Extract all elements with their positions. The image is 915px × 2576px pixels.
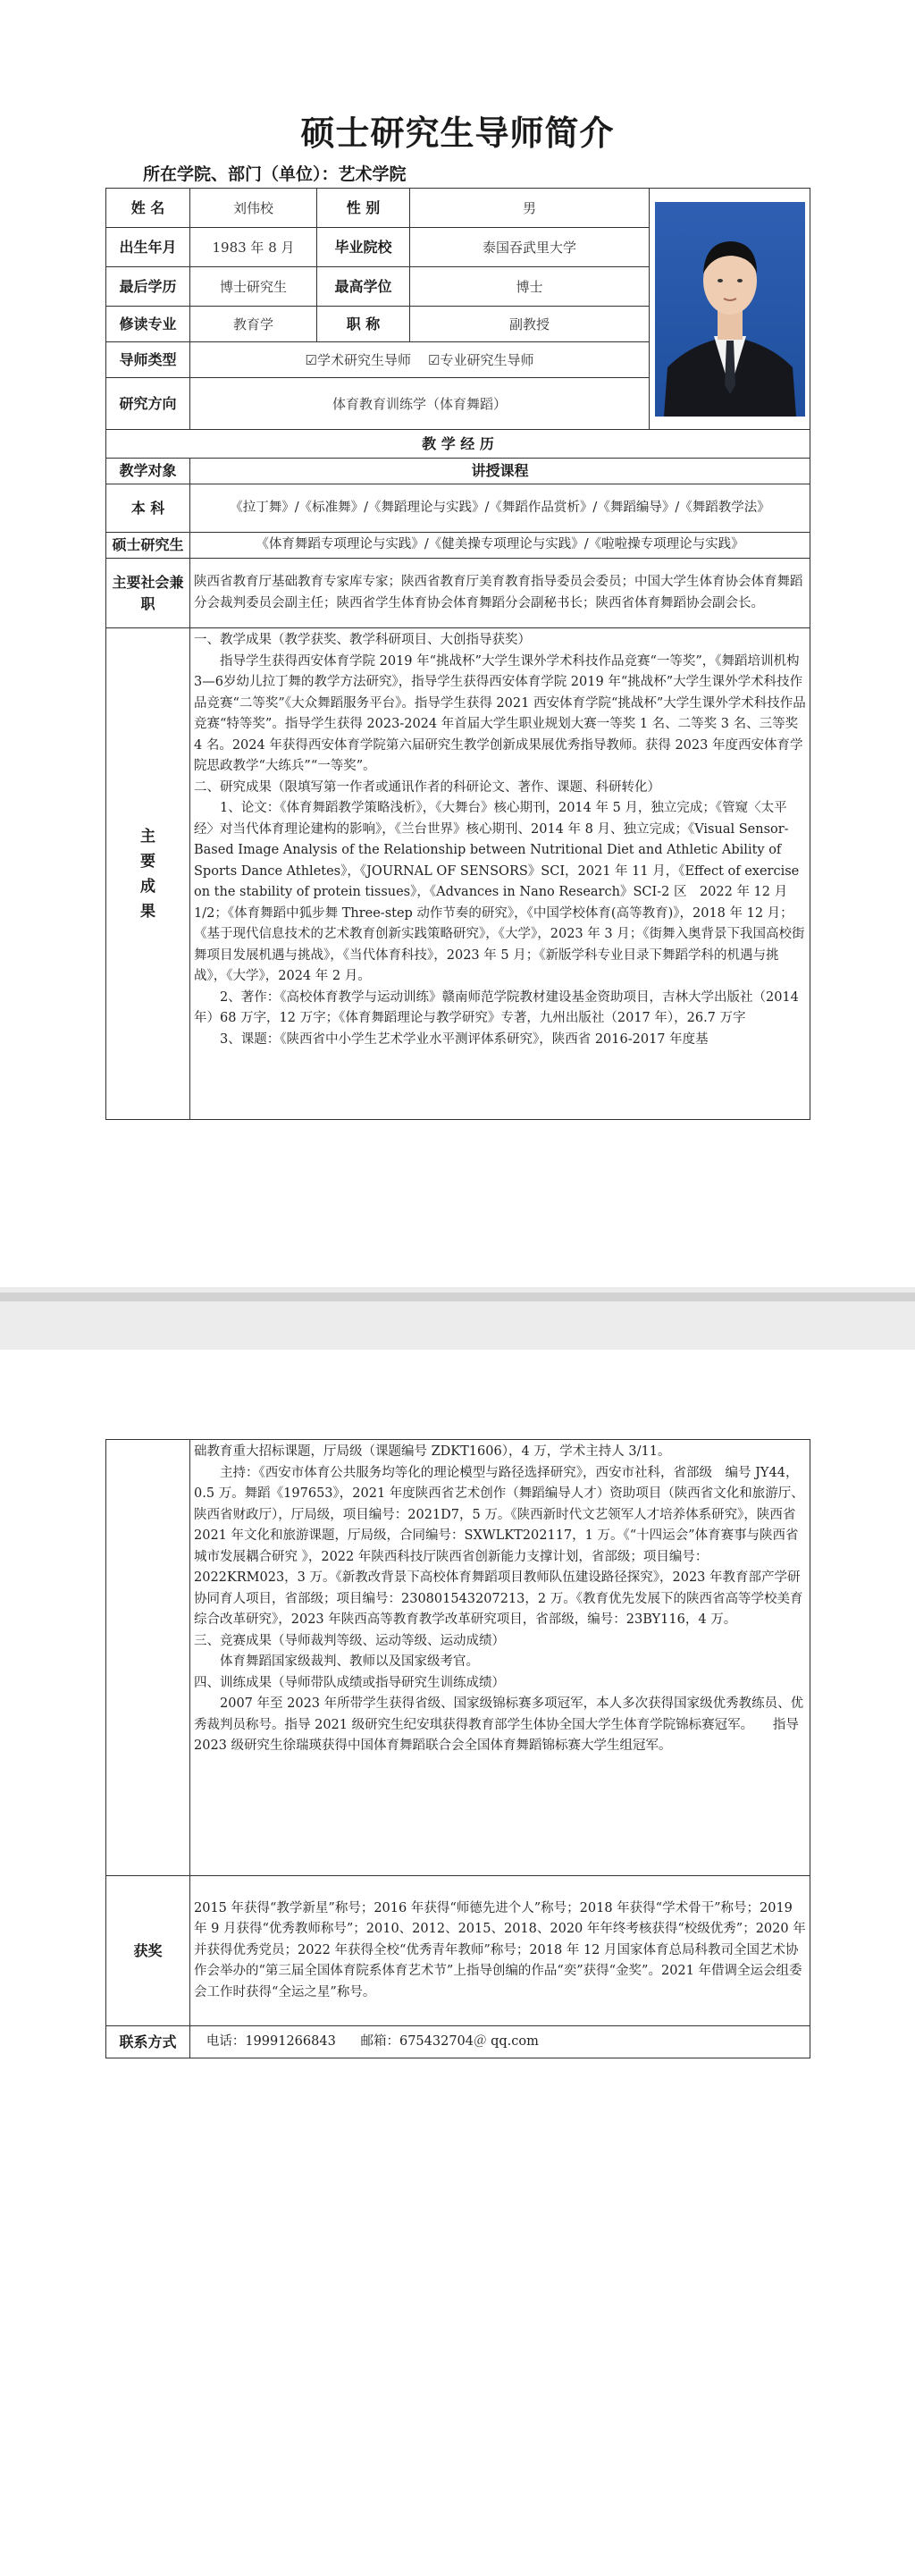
social-text: 陕西省教育厅基础教育专家库专家；陕西省教育厅美育教育指导委员会委员；中国大学生体育协会体育舞蹈分会裁判委员会副主任；陕西省学生体育协会体育舞蹈分会副秘书长；陕西省体育舞蹈协会副会长。 [190,559,810,628]
rank-value: 副教授 [410,307,650,342]
teaching-section-title: 教 学 经 历 [106,430,810,459]
professional-type-text: 专业研究生导师 [440,351,534,368]
achievements-part-1 [190,628,810,1120]
teaching-object-label: 教学对象 [106,459,190,484]
supervisor-type-value [190,342,650,378]
major-label: 修读专业 [106,307,190,342]
document-page-2 [0,1350,915,2576]
direction-label: 研究方向 [106,378,190,430]
gender-label: 性 别 [317,189,410,228]
contact-label: 联系方式 [106,2026,190,2058]
undergrad-label: 本 科 [106,484,190,533]
phone-value: 19991266843 [245,2033,336,2049]
teaching-course-label: 讲授课程 [190,459,810,484]
degree-label: 最高学位 [317,267,410,307]
profile-table-continued [105,1439,810,2058]
competition-results-heading: 三、竞赛成果（导师裁判等级、运动等级、运动成绩） [194,1633,505,1648]
portrait-photo [655,202,805,417]
academic-type-text: 学术研究生导师 [316,351,411,368]
achievements-label-continued [106,1440,190,1876]
page-separator-line [0,1292,915,1301]
competition-results-text: 体育舞蹈国家级裁判、教师以及国家级考官。 [220,1654,479,1669]
department-value: 艺术学院 [338,164,407,184]
name-value: 刘伟校 [190,189,317,228]
supervisor-type-label: 导师类型 [106,342,190,378]
projects-text-end: 础教育重大招标课题，厅局级（课题编号 ZDKT1606），4 万，学术主持人 3/11。 [194,1444,671,1459]
teaching-results-heading: 一、教学成果（教学获奖、教学科研项目、大创指导获奖） [194,633,531,647]
education-value: 博士研究生 [190,267,317,307]
projects-text-start: 3、课题：《陕西省中小学生艺术学业水平测评体系研究》，陕西省 2016-2017 年度基 [220,1031,709,1047]
academic-checkbox-icon: ☑ [305,351,317,368]
teaching-results-text: 指导学生获得西安体育学院 2019 年“挑战杯”大学生课外学术科技作品竞赛“一等奖”，《舞蹈培训机构3—6岁幼儿拉丁舞的教学方法研究》，指导学生获得西安体育学院 2019 年“挑战杯”大学生课外学术科技作品竞赛“二等奖”《大众舞蹈服务平台》。指导学生获得 2021 西安体育学院“挑战杯”大学生课外学术科技作品竞赛“特等奖”。指导学生获得 2023-2024 年首届大学生职业规划大赛一等奖 1 名、二等奖 3 名、三等奖 4 名。2024 年获得西安体育学院第六届研究生教学创新成果展优秀指导教师。获得 2023 年度西安体育学院思政教学“大练兵”“一等奖”。 [194,653,806,773]
photo-cell [650,189,810,430]
master-label: 硕士研究生 [106,533,190,559]
profile-table [105,188,810,1120]
degree-value: 博士 [410,267,650,307]
email-value: 675432704＠ qq.com [399,2033,539,2049]
hosted-projects-text: 主持：《西安市体育公共服务均等化的理论模型与路径选择研究》，西安市社科，省部级 编号 JY44，0.5 万。舞蹈《197653》，2021 年度陕西省艺术创作（舞蹈编导人才）资助项目（陕西省文化和旅游厅、陕西省财政厅），厅局级，项目编号：2021D7，5 万。《陕西新时代文艺领军人才培养体系研究》，陕西省 2021 年文化和旅游课题，厅局级，合同编号：SXWLKT202117，1 万。《“十四运会”体育赛事与陕西省城市发展耦合研究 》，2022 年陕西科技厅陕西省创新能力支撑计划，省部级；项目编号：2022KRM023，3 万。《新教改背景下高校体育舞蹈项目教师队伍建设路径探究》，2023 年教育部产学研协同育人项目，省部级；项目编号：230801543207213，2 万。《教育优先发展下的陕西省高等学校美育综合改革研究》，2023 年陕西高等教育教学改革研究项目，省部级，编号：23BY116，4 万。 [194,1465,804,1627]
major-value: 教育学 [190,307,317,342]
contact-value [190,2026,810,2058]
professional-checkbox-icon: ☑ [428,351,441,368]
training-results-text: 2007 年至 2023 年所带学生获得省级、国家级锦标赛多项冠军，本人多次获得国家级优秀教练员、优秀裁判员称号。指导 2021 级研究生纪安琪获得教育部学生体协全国大学生体育学院锦标赛冠军。 指导 2023 级研究生徐瑞瑛获得中国体育舞蹈联合会全国体育舞蹈锦标赛大学生组冠军。 [194,1696,804,1753]
awards-label: 获奖 [106,1876,190,2026]
department-label: 所在学院、部门（单位）： [143,164,339,184]
name-label: 姓 名 [106,189,190,228]
birth-value: 1983 年 8 月 [190,228,317,267]
achievements-part-2 [190,1440,810,1876]
achievements-label-text: 主要成果 [139,827,155,921]
gender-value: 男 [410,189,650,228]
email-label: 邮箱： [360,2033,399,2049]
page-title: 硕士研究生导师简介 [300,114,615,153]
portrait-illustration [655,202,805,417]
books-text: 2、著作：《高校体育教学与运动训练》赣南师范学院教材建设基金资助项目，吉林大学出版社（2014 年）68 万字，12 万字；《体育舞蹈理论与教学研究》专著，九州出版社（2017 年），26.7 万字 [194,989,799,1025]
rank-label: 职 称 [317,307,410,342]
social-label: 主要社会兼职 [106,559,190,628]
birth-label: 出生年月 [106,228,190,267]
research-results-heading: 二、研究成果（限填写第一作者或通讯作者的科研论文、著作、课题、科研转化） [194,779,660,795]
direction-value: 体育教育训练学（体育舞蹈） [190,378,650,430]
papers-text: 1、论文：《体育舞蹈教学策略浅析》，《大舞台》核心期刊，2014 年 5 月，独立完成；《管窥〈太平经〉对当代体育理论建构的影响》，《兰台世界》核心期刊、2014 年 8 月、独立完成；《Visual Sensor-Based Image Analysis of the Relationship between Nutritional Diet and Athletic Ability of Sports Dance Athletes》，《JOURNAL OF SENSORS》SCI，2021 年 11 月，《Effect of exercise on the stability of protein tissues》，《Advances in Nano Research》SCI-2 区 2022 年 12 月 1/2；《体育舞蹈中狐步舞 Three-step 动作节奏的研究》，《中国学校体育(高等教育)》，2018 年 12 月；《基于现代信息技术的艺术教育创新实践策略研究》，《大学》，2023 年 3 月；《街舞入奥背景下我国高校街舞项目发展机遇与挑战》，《当代体育科技》，2023 年 5 月；《新版学科专业目录下舞蹈学科的机遇与挑战》，《大学》，2024 年 2 月。 [194,801,805,983]
department-line [143,161,407,185]
undergrad-courses: 《拉丁舞》/《标准舞》/《舞蹈理论与实践》/《舞蹈作品赏析》/《舞蹈编导》/《舞蹈教学法》 [190,484,810,533]
training-results-heading: 四、训练成果（导师带队成绩或指导研究生训练成绩） [194,1675,505,1690]
phone-label: 电话： [206,2033,246,2049]
master-courses: 《体育舞蹈专项理论与实践》/《健美操专项理论与实践》/《啦啦操专项理论与实践》 [190,533,810,559]
school-value: 泰国吞武里大学 [410,228,650,267]
awards-text: 2015 年获得“教学新星”称号；2016 年获得“师德先进个人”称号；2018 年获得“学术骨干”称号；2019 年 9 月获得“优秀教师称号”；2010、2012、2015、2018、2020 年年终考核获得“校级优秀”；2020 年并获得优秀党员；2022 年获得全校“优秀青年教师”称号；2018 年 12 月国家体育总局科教司全国艺术协作会举办的“第三届全国体育院系体育艺术节”上指导创编的作品“奕”获得“金奖”。2021 年借调全运会组委会工作时获得“全运之星”称号。 [190,1876,810,2026]
school-label: 毕业院校 [317,228,410,267]
document-page-1 [0,0,915,1287]
education-label: 最后学历 [106,267,190,307]
achievements-label [106,628,190,1120]
